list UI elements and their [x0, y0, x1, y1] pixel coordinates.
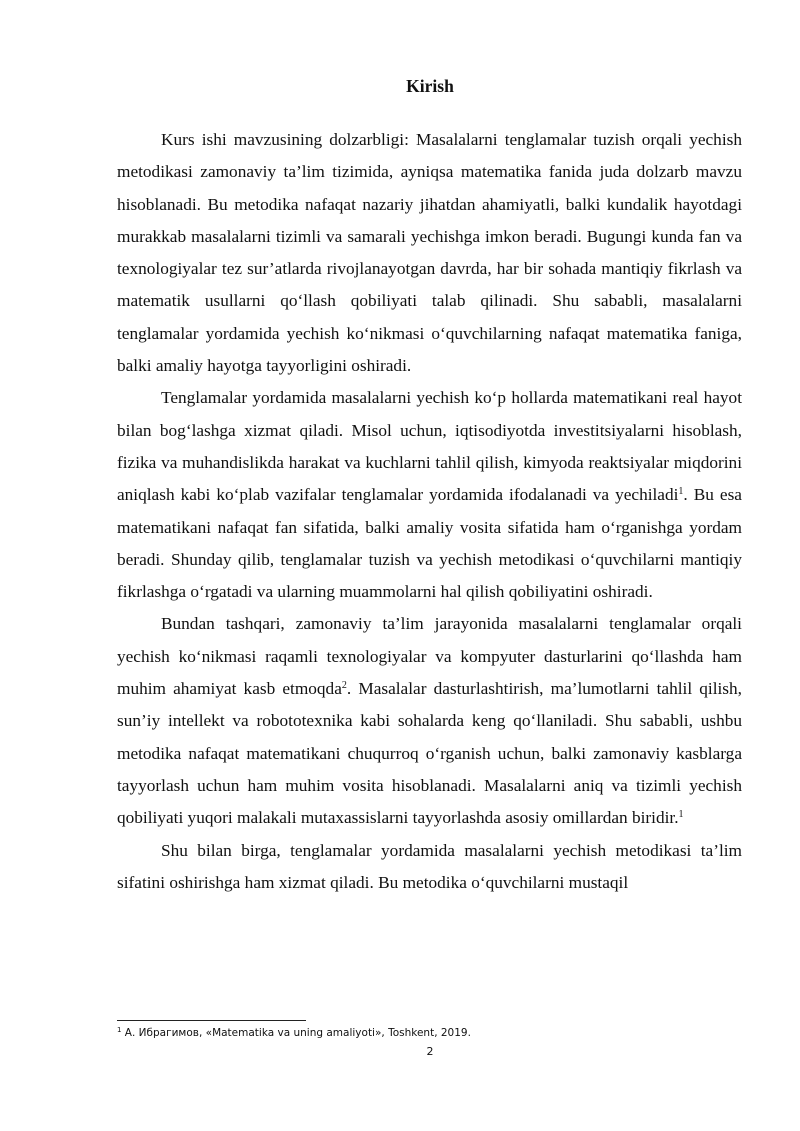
paragraph-2-text-cont: . Bu esa matematikani nafaqat fan sifatida, balki amaliy vosita sifatida ham o‘rganishga yordam beradi. Shunday qilib, tenglamalar tuzish va yechish metodikasi o‘quvchilarni mantiqiy fikrlashga o‘rgatadi va ularning muammolarni hal qilish qobiliyatini oshiradi.	[117, 485, 742, 602]
paragraph-3-text: Bundan tashqari, zamonaviy ta’lim jarayonida masalalarni tenglamalar orqali yechish ko‘nikmasi raqamli texnologiyalar va kompyuter dasturlarini qo‘llashda ham muhim ahamiyat kasb etmoqda	[117, 614, 742, 699]
footnote	[117, 1027, 471, 1039]
body-text	[117, 124, 742, 899]
footnote-ref[interactable]: 1	[678, 486, 684, 498]
paragraph-1: Kurs ishi mavzusining dolzarbligi: Masalalarni tenglamalar tuzish orqali yechish metodikasi zamonaviy ta’lim tizimida, ayniqsa matematika fanida juda dolzarb mavzu hisoblanadi. Bu metodika nafaqat nazariy jihatdan ahamiyatli, balki kundalik hayotdagi murakkab masalalarni tizimli va samarali yechishga imkon beradi. Bugungi kunda fan va texnologiyalar tez sur’atlarda rivojlanayotgan davrda, har bir sohada mantiqiy fikrlash va matematik usullarni qo‘llash qobiliyati talab qilinadi. Shu sababli, masalalarni tenglamalar yordamida yechish ko‘nikmasi o‘quvchilarning nafaqat matematika faniga, balki amaliy hayotga tayyorligini oshiradi.	[117, 130, 742, 376]
footnote-ref[interactable]: 2	[341, 680, 347, 692]
footnote-text: А. Ибрагимов, «Matematika va uning amaliyoti», Toshkent, 2019.	[121, 1027, 471, 1039]
paragraph-3	[117, 608, 742, 834]
paragraph-3-text-cont: . Masalalar dasturlashtirish, ma’lumotlarni tahlil qilish, sun’iy intellekt va robototexnika kabi sohalarda keng qo‘llaniladi. Shu sababli, ushbu metodika nafaqat matematikani chuqurroq o‘rganish uchun, balki zamonaviy kasblarga tayyorlash uchun ham muhim vosita hisoblanadi. Masalalarni aniq va tizimli yechish qobiliyati yuqori malakali mutaxassislarni tayyorlashda asosiy omillardan biridir.	[117, 679, 742, 828]
footnote-marker: 1	[117, 1026, 122, 1034]
page-title: Kirish	[406, 76, 454, 96]
paragraph-4: Shu bilan birga, tenglamalar yordamida masalalarni yechish metodikasi ta’lim sifatini oshirishga ham xizmat qiladi. Bu metodika o‘quvchilarni mustaqil	[117, 840, 742, 892]
footnote-ref[interactable]: 1	[678, 809, 684, 821]
page-number: 2	[426, 1045, 434, 1058]
footnote-separator	[117, 1020, 306, 1021]
paragraph-2	[117, 382, 742, 608]
paragraph-2-text: Tenglamalar yordamida masalalarni yechish ko‘p hollarda matematikani real hayot bilan bog‘lashga xizmat qiladi. Misol uchun, iqtisodiyotda investitsiyalarni hisoblash, fizika va muhandislikda harakat va kuchlarni tahlil qilish, kimyoda reaktsiyalar miqdorini aniqlash kabi ko‘plab vazifalar tenglamalar yordamida ifodalanadi va yechiladi	[117, 388, 742, 505]
